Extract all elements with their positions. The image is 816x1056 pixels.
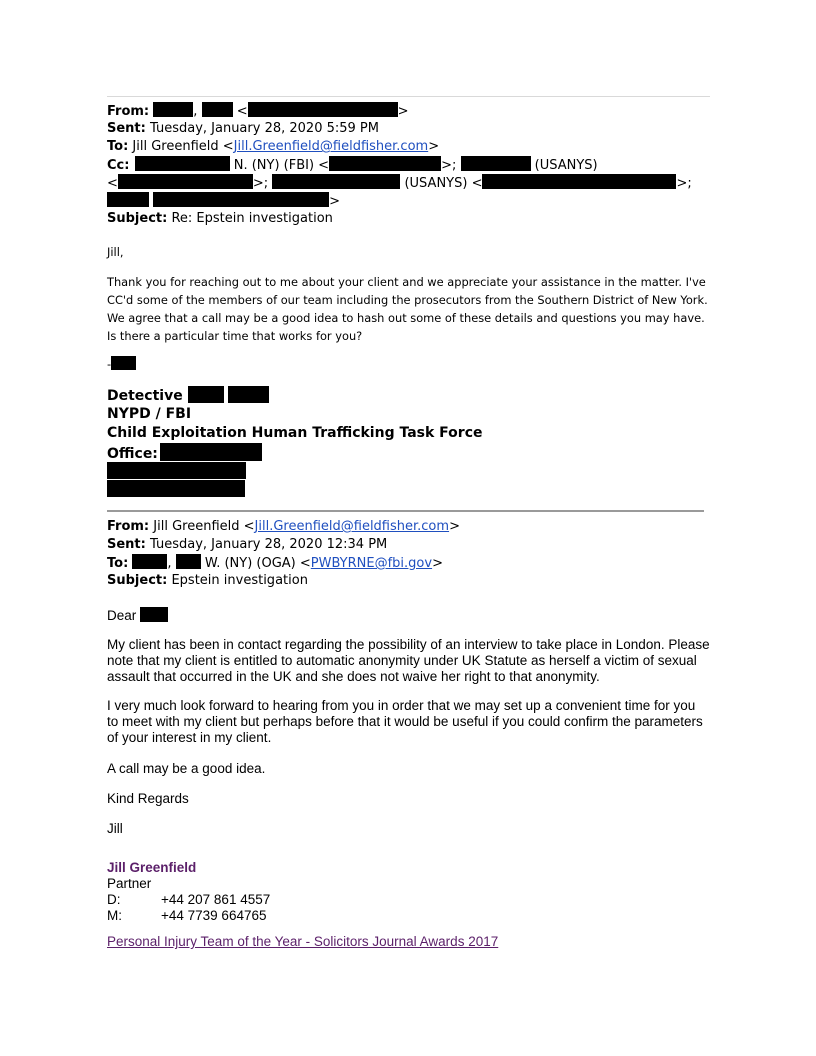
original-subject-line <box>107 572 308 590</box>
sent-label: Sent: <box>107 537 146 552</box>
to-recipient: W. (NY) (OGA) < <box>204 556 311 571</box>
subject-value: Epstein investigation <box>171 573 308 588</box>
original-greeting <box>107 607 168 624</box>
cc-bracket: < <box>107 176 118 191</box>
signature-org: NYPD / FBI <box>107 406 192 422</box>
to-label: To: <box>107 139 129 154</box>
to-bracket-close: > <box>428 139 440 154</box>
redaction-block <box>135 156 230 171</box>
cc-label: Cc: <box>107 158 130 173</box>
office-label: Office: <box>107 446 158 462</box>
mobile-label: M: <box>107 908 122 923</box>
redaction-block <box>111 356 136 370</box>
from-bracket: < <box>236 104 248 119</box>
award-link[interactable]: Personal Injury Team of the Year - Solicitors Journal Awards 2017 <box>107 934 499 949</box>
from-label: From: <box>107 104 150 119</box>
redaction-block <box>461 156 531 171</box>
from-bracket-close: > <box>397 104 409 119</box>
reply-sent-line <box>107 120 379 138</box>
original-paragraph-3: A call may be a good idea. <box>107 761 266 776</box>
subject-value: Re: Epstein investigation <box>171 211 333 226</box>
reply-body: Thank you for reaching out to me about your client and we appreciate your assistance in the matter. I've CC'd some of the members of our team including the prosecutors from the Southern District of New York. We agree that a call may be a good idea to hash out some of these details and questions you may have. Is there a particular time that works for you? <box>107 275 708 343</box>
original-paragraph-1: My client has been in contact regarding the possibility of an interview to take place in London. Please note that my client is entitled to automatic anonymity under UK Statute as herself a victim of sexual assault that occurred in the UK and she does not waive her right to that anonymity. <box>107 637 710 684</box>
reply-greeting: Jill, <box>107 245 124 259</box>
dear-text: Dear <box>107 608 137 623</box>
reply-to-line <box>107 138 439 156</box>
subject-label: Subject: <box>107 573 168 588</box>
from-name: Jill Greenfield < <box>153 519 255 534</box>
signature-role: Partner <box>107 876 152 891</box>
top-divider <box>107 96 710 97</box>
redaction-block <box>329 156 441 171</box>
cc-separator: >; <box>252 176 269 191</box>
to-label: To: <box>107 556 129 571</box>
cc-separator: >; <box>676 176 692 191</box>
mobile-phone: +44 7739 664765 <box>161 908 267 923</box>
subject-label: Subject: <box>107 211 168 226</box>
sent-label: Sent: <box>107 121 146 136</box>
from-email-link[interactable]: Jill.Greenfield@fieldfisher.com <box>254 519 450 534</box>
message-separator <box>107 510 704 512</box>
redaction-block <box>228 386 269 403</box>
direct-phone-line <box>107 892 270 908</box>
from-label: From: <box>107 519 150 534</box>
to-bracket-close: > <box>432 556 443 571</box>
from-separator: , <box>193 104 198 119</box>
to-email-link[interactable]: Jill.Greenfield@fieldfisher.com <box>233 139 429 154</box>
reply-cc-line <box>107 156 598 175</box>
cc-separator: >; <box>441 158 457 173</box>
reply-from-line <box>107 102 409 121</box>
sent-value: Tuesday, January 28, 2020 5:59 PM <box>150 121 379 136</box>
cc-bracket-close: > <box>329 194 341 209</box>
direct-label: D: <box>107 892 121 907</box>
direct-phone: +44 207 861 4557 <box>161 892 271 907</box>
redaction-block <box>132 554 167 569</box>
sent-value: Tuesday, January 28, 2020 12:34 PM <box>150 537 388 552</box>
signature-name: Jill Greenfield <box>107 860 197 875</box>
detective-line <box>107 386 269 406</box>
redaction-block <box>160 443 262 461</box>
redaction-block <box>272 174 400 189</box>
redaction-block <box>176 554 201 569</box>
original-sent-line <box>107 536 387 554</box>
redaction-block <box>482 174 676 189</box>
redaction-block <box>107 462 246 479</box>
original-from-line <box>107 518 460 536</box>
signature-office <box>107 443 262 464</box>
redaction-block <box>202 102 233 117</box>
redaction-block <box>188 386 224 403</box>
email-document <box>107 0 710 1056</box>
original-signoff: Jill <box>107 821 123 836</box>
cc-recipient-3: (USANYS) < <box>404 176 483 191</box>
original-paragraph-2: I very much look forward to hearing from you in order that we may set up a convenient time for you to meet with my client but perhaps before that it would be useful if you could confirm the parameters of your interest in my client. <box>107 698 703 745</box>
signature-unit: Child Exploitation Human Trafficking Task Force <box>107 425 483 441</box>
redaction-block <box>248 102 398 117</box>
cc-recipient-2: (USANYS) <box>534 158 598 173</box>
redaction-block <box>107 192 149 207</box>
redaction-block <box>153 192 329 207</box>
redaction-block <box>107 480 245 497</box>
reply-cc-line-2 <box>107 174 692 193</box>
reply-cc-line-3 <box>107 192 340 211</box>
to-name: Jill Greenfield < <box>132 139 234 154</box>
detective-title: Detective <box>107 388 183 404</box>
mobile-phone-line <box>107 908 266 924</box>
dash: - <box>107 357 112 371</box>
award-line <box>107 934 498 950</box>
to-email-link[interactable]: PWBYRNE@fbi.gov <box>310 556 433 571</box>
from-bracket-close: > <box>449 519 460 534</box>
redaction-block <box>140 607 168 622</box>
reply-initial <box>107 355 136 373</box>
original-closing: Kind Regards <box>107 791 189 806</box>
original-to-line <box>107 554 443 573</box>
redaction-block <box>153 102 193 117</box>
to-separator: , <box>167 556 172 571</box>
cc-recipient-1: N. (NY) (FBI) < <box>233 158 330 173</box>
reply-subject-line <box>107 210 333 228</box>
redaction-block <box>118 174 253 189</box>
